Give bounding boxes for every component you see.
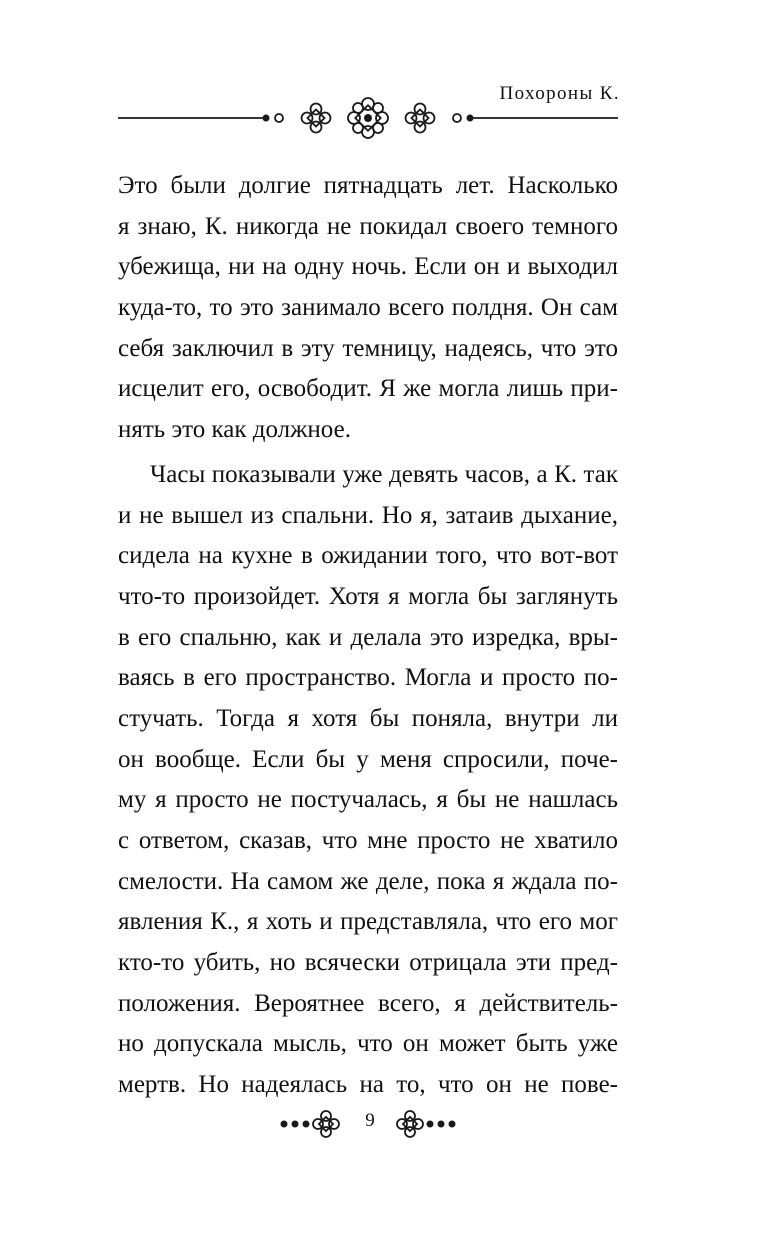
text-line: куда-то, то это занимало всего полдня. Он сам [118, 294, 618, 322]
paragraph-1 [118, 166, 618, 451]
text-line: и не вышел из спальни. Но я, затаив дыхание, [118, 501, 618, 529]
text-line: смелости. На самом же деле, пока я ждала по- [118, 867, 618, 895]
text-line: му я просто не постучалась, я бы не нашлась [118, 786, 618, 814]
ornament-dot [292, 1121, 299, 1128]
text-line: я знаю, К. никогда не покидал своего темного [118, 212, 618, 240]
ornament-dot [427, 1121, 434, 1128]
body-text [118, 166, 618, 1106]
text-line: с ответом, сказав, что мне просто не хватило [118, 827, 618, 854]
knot-ornament-icon [397, 1111, 423, 1137]
text-line: кто-то убить, но всячески отрицала эти пред- [118, 949, 618, 977]
text-line: Это были долгие пятнадцать лет. Насколько [118, 172, 618, 199]
ornament-ring [275, 114, 283, 122]
text-line: ваясь в его пространство. Могла и просто по- [118, 664, 618, 692]
text-line: явления К., я хоть и представляла, что его мог [118, 908, 618, 936]
ornament-dot [303, 1121, 310, 1128]
ornament-ring [453, 114, 461, 122]
text-line: но допускала мысль, что он может быть уже [118, 1030, 618, 1058]
ornament-dot [263, 115, 270, 122]
ornament-dot [281, 1121, 288, 1128]
text-line: исцелит его, освободит. Я же могла лишь при- [118, 375, 618, 403]
paragraph-2 [118, 455, 618, 1106]
text-line: Часы показывали уже девять часов, а К. так [150, 460, 618, 488]
text-line: он вообще. Если бы у меня спросили, поче- [118, 745, 618, 773]
text-line: что-то произойдет. Хотя я могла бы заглянуть [118, 582, 618, 610]
text-line: нять это как должное. [118, 416, 351, 444]
text-line: сидела на кухне в ожидании того, что вот-вот [118, 542, 618, 570]
running-head: Похороны К. [499, 83, 620, 104]
text-line: убежища, ни на одну ночь. Если он и выходил [118, 253, 618, 281]
knot-ornament-icon [302, 104, 331, 133]
text-line: стучать. Тогда я хотя бы поняла, внутри ли [118, 704, 618, 732]
text-line: мертв. Но надеялась на то, что он не пове- [118, 1071, 618, 1099]
ornament-dot [449, 1121, 456, 1128]
text-line: себя заключил в эту темницу, надеясь, что это [118, 334, 618, 362]
header-ornament [118, 94, 618, 142]
knot-ornament-icon [406, 104, 435, 133]
text-line: положения. Вероятнее всего, я действитель- [118, 989, 618, 1017]
knot-ornament-icon [313, 1111, 339, 1137]
ornament-dot [438, 1121, 445, 1128]
page-number: 9 [365, 1110, 375, 1131]
text-line: в его спальню, как и делала это изредка, вры- [118, 623, 618, 651]
central-knot-ornament-icon [348, 98, 388, 138]
